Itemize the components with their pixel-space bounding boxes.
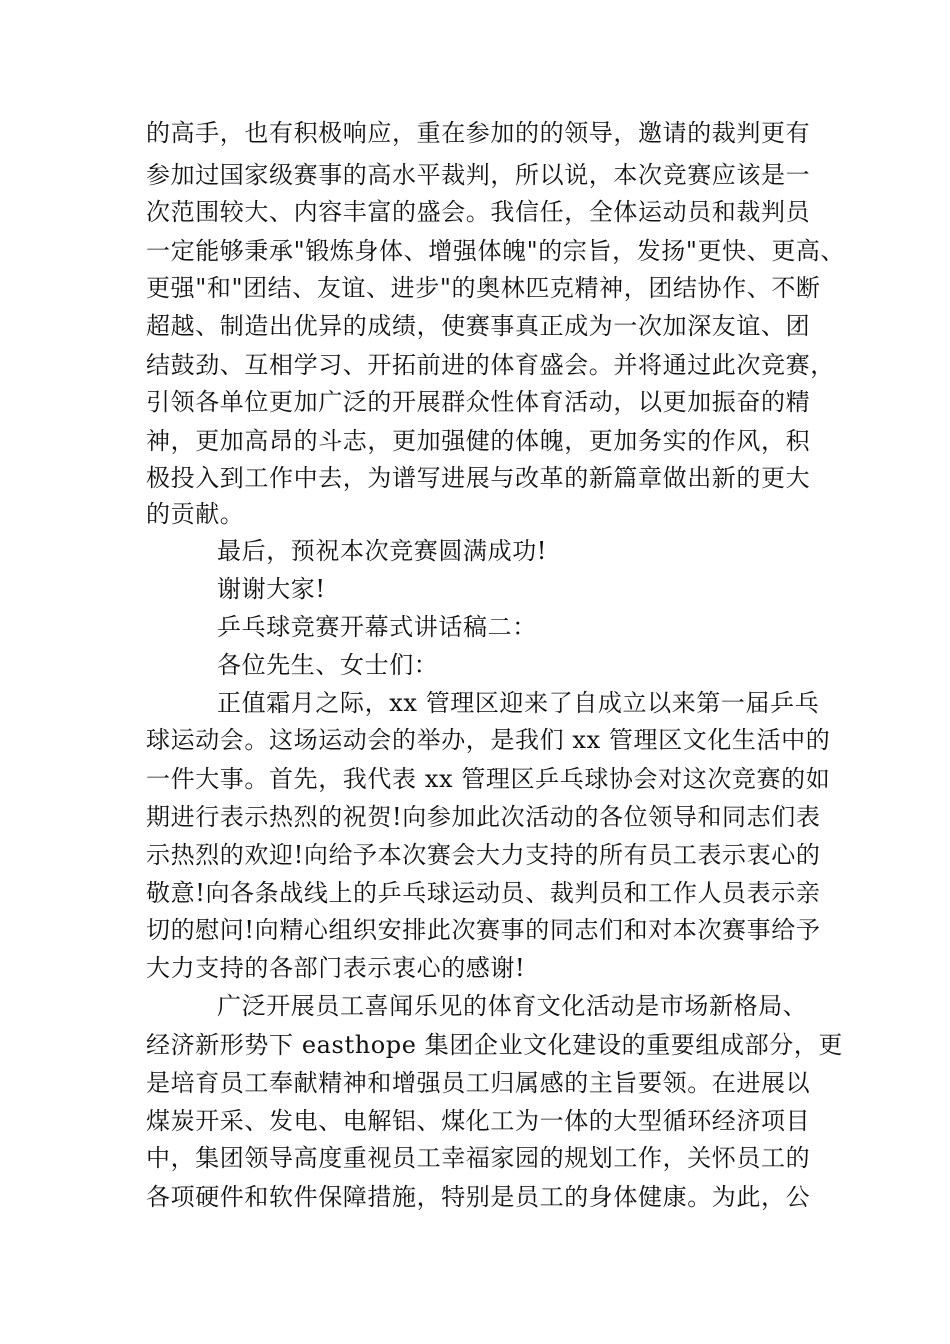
text-line: 引领各单位更加广泛的开展群众性体育活动，以更加振奋的精 bbox=[146, 388, 811, 416]
text-line: 的贡献。 bbox=[146, 500, 245, 528]
salutation: 各位先生、女士们： bbox=[217, 651, 439, 679]
text-line: 正值霜月之际，xx 管理区迎来了自成立以来第一届乒乓 bbox=[217, 689, 820, 717]
text-line: 超越、制造出优异的成绩，使赛事真正成为一次加深友谊、团 bbox=[146, 312, 811, 340]
text-line: 煤炭开采、发电、电解铝、煤化工为一体的大型循环经济项目 bbox=[146, 1107, 811, 1135]
text-line: 中，集团领导高度重视员工幸福家园的规划工作，关怀员工的 bbox=[146, 1144, 811, 1172]
closing-thanks: 谢谢大家! bbox=[217, 575, 326, 603]
text-line: 的高手，也有积极响应，重在参加的的领导，邀请的裁判更有 bbox=[146, 119, 811, 147]
text-line: 敬意!向各条战线上的乒乓球运动员、裁判员和工作人员表示亲 bbox=[146, 879, 821, 907]
text-line: 球运动会。这场运动会的举办，是我们 xx 管理区文化生活中的 bbox=[146, 726, 831, 754]
closing-wish: 最后，预祝本次竞赛圆满成功! bbox=[217, 537, 548, 565]
text-line: 一定能够秉承"锻炼身体、增强体魄"的宗旨，发扬"更快、更高、 bbox=[146, 237, 846, 265]
text-line: 各项硬件和软件保障措施，特别是员工的身体健康。为此，公 bbox=[146, 1183, 811, 1211]
text-line: 示热烈的欢迎!向给予本次赛会大力支持的所有员工表示衷心的 bbox=[146, 841, 821, 869]
text-line: 一件大事。首先，我代表 xx 管理区乒乓球协会对这次竞赛的如 bbox=[146, 765, 831, 793]
text-line: 广泛开展员工喜闻乐见的体育文化活动是市场新格局、 bbox=[217, 992, 808, 1020]
text-line: 参加过国家级赛事的高水平裁判，所以说，本次竞赛应该是一 bbox=[146, 161, 811, 189]
text-line: 神，更加高昂的斗志，更加强健的体魄，更加务实的作风，积 bbox=[146, 427, 811, 455]
text-line: 更强"和"团结、友谊、进步"的奥林匹克精神，团结协作、不断 bbox=[146, 274, 821, 302]
text-line: 是培育员工奉献精神和增强员工归属感的主旨要领。在进展以 bbox=[146, 1069, 811, 1097]
text-line: 期进行表示热烈的祝贺!向参加此次活动的各位领导和同志们表 bbox=[146, 803, 821, 831]
text-line: 大力支持的各部门表示衷心的感谢! bbox=[146, 954, 526, 982]
text-line: 切的慰问!向精心组织安排此次赛事的同志们和对本次赛事给予 bbox=[146, 916, 821, 944]
text-line: 结鼓劲、互相学习、开拓前进的体育盛会。并将通过此次竞赛， bbox=[146, 351, 835, 379]
text-line: 经济新形势下 easthope 集团企业文化建设的重要组成部分，更 bbox=[146, 1031, 844, 1059]
text-line: 极投入到工作中去，为谱写进展与改革的新篇章做出新的更大 bbox=[146, 464, 811, 492]
text-line: 次范围较大、内容丰富的盛会。我信任，全体运动员和裁判员 bbox=[146, 198, 811, 226]
section-heading: 乒乓球竞赛开幕式讲话稿二： bbox=[217, 613, 537, 641]
